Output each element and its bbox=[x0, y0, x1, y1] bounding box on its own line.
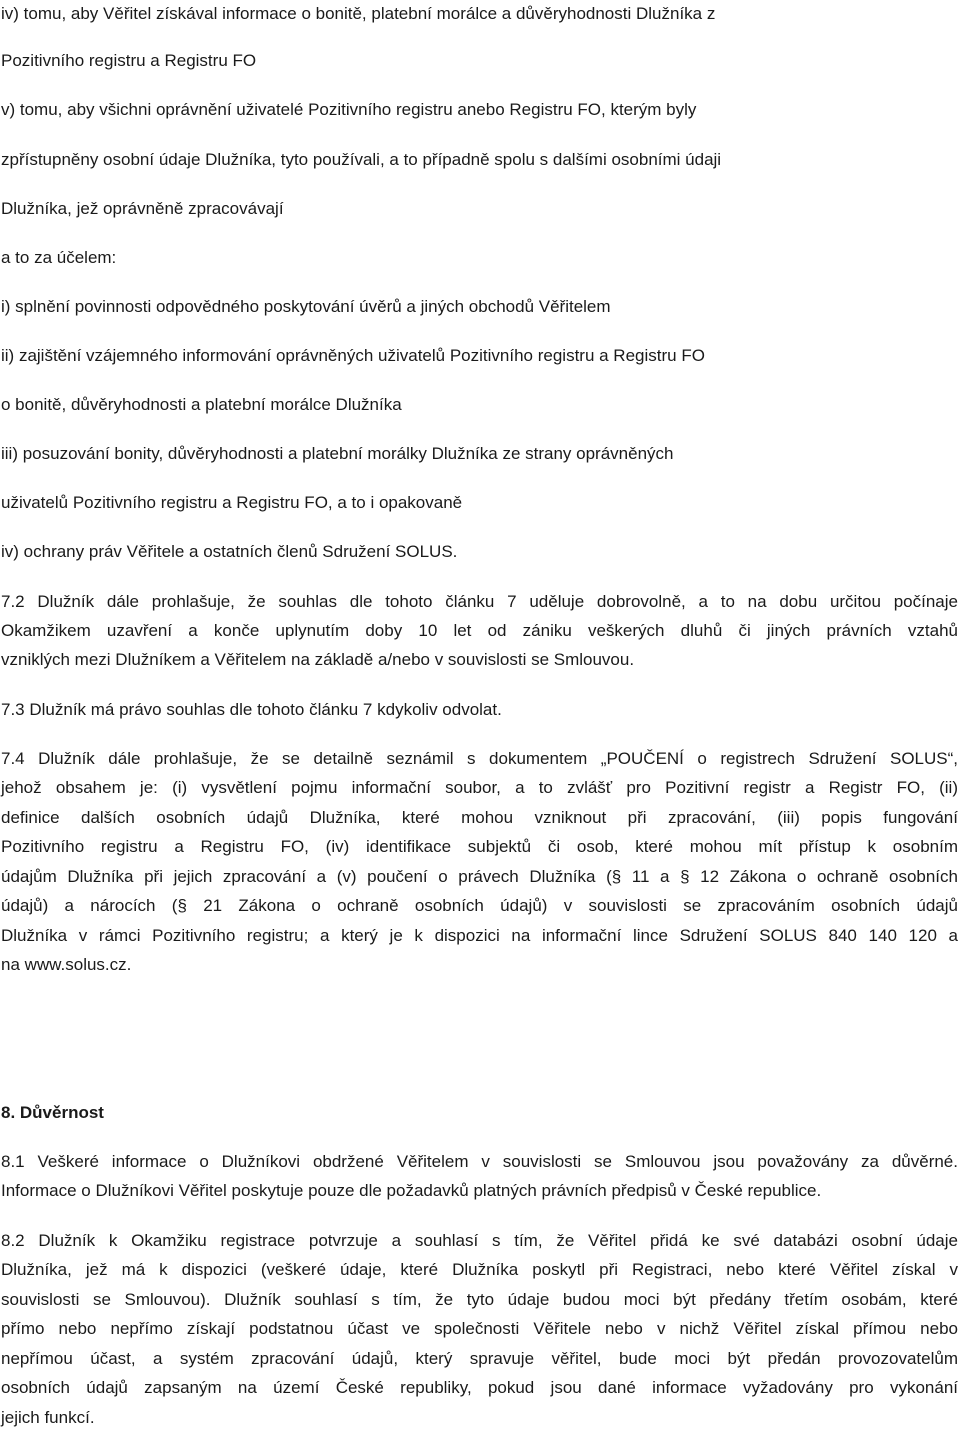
text-line: iv) ochrany práv Věřitele a ostatních členů Sdružení SOLUS. bbox=[1, 542, 458, 561]
text-line: Informace o Dlužníkovi Věřitel poskytuje pouze dle požadavků platných právních předpisů v České republice. bbox=[1, 1181, 822, 1200]
text-line: Dlužníka, jež oprávněně zpracovávají bbox=[1, 199, 284, 218]
text-line: jehož obsahem je: (i) vysvětlení pojmu informační soubor, a to zvlášť pro Pozitivní registr a Registr FO, (ii) bbox=[1, 778, 958, 797]
text-line: Okamžikem uzavření a konče uplynutím doby 10 let od zániku veškerých dluhů či jiných právních vztahů bbox=[1, 621, 958, 640]
text-line: 7.3 Dlužník má právo souhlas dle tohoto článku 7 kdykoliv odvolat. bbox=[1, 700, 502, 719]
text-line: 8.1 Veškeré informace o Dlužníkovi obdržené Věřitelem v souvislosti se Smlouvou jsou považovány za důvěrné. bbox=[1, 1152, 958, 1171]
text-line: a to za účelem: bbox=[1, 248, 117, 267]
text-line: nepřímou účast, a systém zpracování údajů, který spravuje věřitel, bude moci být předán provozovatelům bbox=[1, 1349, 958, 1368]
text-line: Pozitivního registru a Registru FO, (iv) identifikace subjektů či osob, které mohou mít přístup k osobním bbox=[1, 837, 958, 856]
text-line: 8.2 Dlužník k Okamžiku registrace potvrzuje a souhlasí s tím, že Věřitel přidá ke své databázi osobní údaje bbox=[1, 1231, 958, 1250]
text-line: v) tomu, aby všichni oprávnění uživatelé Pozitivního registru anebo Registru FO, kterým byly bbox=[1, 100, 697, 119]
text-line: o bonitě, důvěryhodnosti a platební morálce Dlužníka bbox=[1, 395, 402, 414]
text-line: Dlužníka, jež má k dispozici (veškeré údaje, které Dlužníka poskytl při Registraci, nebo které Věřitel získal v bbox=[1, 1260, 958, 1279]
text-line: údajům Dlužníka při jejich zpracování a (v) poučení o právech Dlužníka (§ 11 a § 12 Zákona o ochraně osobních bbox=[1, 867, 958, 886]
text-line: ii) zajištění vzájemného informování oprávněných uživatelů Pozitivního registru a Registru FO bbox=[1, 346, 705, 365]
text-line: i) splnění povinnosti odpovědného poskytování úvěrů a jiných obchodů Věřitelem bbox=[1, 297, 611, 316]
text-line: 7.2 Dlužník dále prohlašuje, že souhlas dle tohoto článku 7 uděluje dobrovolně, a to na dobu určitou počínaje bbox=[1, 592, 958, 611]
text-line: iii) posuzování bonity, důvěryhodnosti a platební morálky Dlužníka ze strany oprávněných bbox=[1, 444, 674, 463]
section-heading: 8. Důvěrnost bbox=[1, 1103, 104, 1122]
text-line: osobních údajů zapsaným na území České republiky, pokud jsou dané informace vyžadovány pro vykonání bbox=[1, 1378, 958, 1397]
text-line: na www.solus.cz. bbox=[1, 955, 132, 974]
text-line: Dlužníka v rámci Pozitivního registru; a který je k dispozici na informační lince Sdružení SOLUS 840 140 120 a bbox=[1, 926, 958, 945]
text-line: přímo nebo nepřímo získají podstatnou účast ve společnosti Věřitele nebo v nichž Věřitel získal přímou nebo bbox=[1, 1319, 958, 1338]
text-line: Pozitivního registru a Registru FO bbox=[1, 51, 257, 70]
text-line: údajů) a nárocích (§ 21 Zákona o ochraně osobních údajů) v souvislosti se zpracováním osobních údajů bbox=[1, 896, 958, 915]
text-line: jejich funkcí. bbox=[1, 1408, 95, 1427]
text-line: 7.4 Dlužník dále prohlašuje, že se detailně seznámil s dokumentem „POUČENÍ o registrech Sdružení SOLUS“, bbox=[1, 749, 958, 768]
text-line: zpřístupněny osobní údaje Dlužníka, tyto používali, a to případně spolu s dalšími osobními údaji bbox=[1, 150, 722, 169]
text-line: definice dalších osobních údajů Dlužníka, které mohou vzniknout při zpracování, (iii) popis fungování bbox=[1, 808, 958, 827]
text-line: iv) tomu, aby Věřitel získával informace o bonitě, platební morálce a důvěryhodnosti Dlužníka z bbox=[1, 4, 716, 23]
text-line: souvislosti se Smlouvou). Dlužník souhlasí s tím, že tyto údaje budou moci být předány třetím osobám, které bbox=[1, 1290, 958, 1309]
text-line: uživatelů Pozitivního registru a Registru FO, a to i opakovaně bbox=[1, 493, 463, 512]
text-line: vzniklých mezi Dlužníkem a Věřitelem na základě a/nebo v souvislosti se Smlouvou. bbox=[1, 650, 635, 669]
